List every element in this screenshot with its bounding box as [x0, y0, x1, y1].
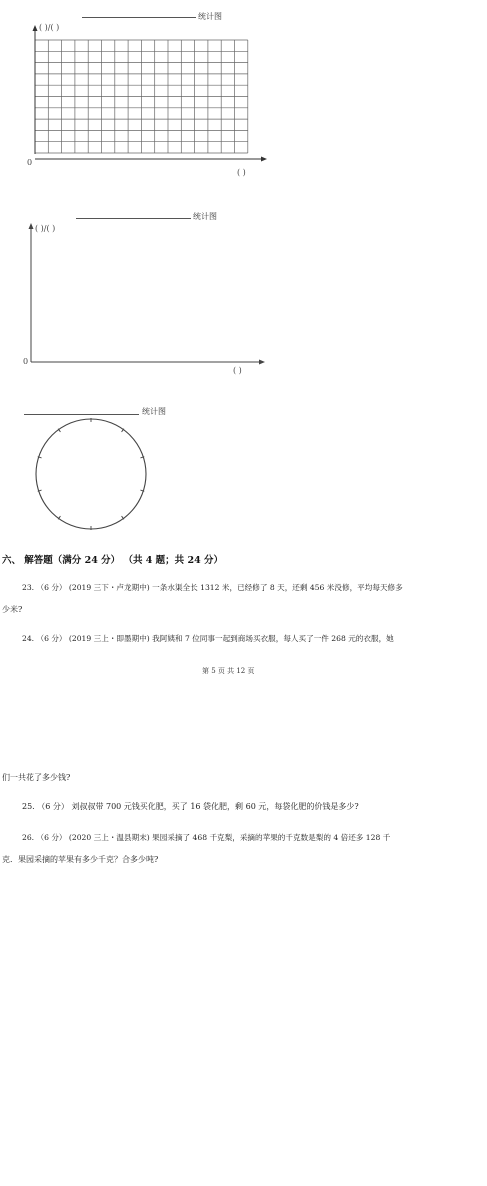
- chart1-title: 统计图: [198, 12, 222, 21]
- question-25: 25. （6 分） 刘叔叔带 700 元钱买化肥，买了 16 袋化肥，剩 60 元，每袋化肥的价钱是多少?: [22, 802, 359, 811]
- chart2-title: 统计图: [193, 212, 217, 221]
- chart3-title-blank: [24, 414, 139, 415]
- section-heading: 六、 解答题（满分 24 分） （共 4 题；共 24 分）: [2, 555, 224, 566]
- chart1-title-blank: [82, 17, 196, 18]
- chart2-x-label: ( ): [233, 366, 242, 375]
- chart2-axes: [26, 222, 266, 372]
- question-23-line1: 23. （6 分） (2019 三下・卢龙期中) 一条水渠全长 1312 米，已经修了 8 天，还剩 456 米没修，平均每天修多: [22, 583, 403, 592]
- page-footer: 第 5 页 共 12 页: [202, 667, 255, 675]
- chart3-circle: [32, 418, 152, 538]
- chart2-origin: 0: [23, 357, 29, 366]
- chart3-title: 统计图: [142, 407, 166, 416]
- question-26-line2: 克．果园采摘的苹果有多少千克？合多少吨?: [2, 855, 159, 864]
- question-24-line1: 24. （6 分） (2019 三上・即墨期中) 我阿姨和 7 位同事一起到商场买衣服，每人买了一件 268 元的衣服，她: [22, 634, 394, 643]
- chart2-title-blank: [76, 218, 191, 219]
- question-23-line2: 少米?: [2, 605, 23, 614]
- question-26-line1: 26. （6 分） (2020 三上・温县期末) 果园采摘了 468 千克梨，采摘的苹果的千克数是梨的 4 倍还多 128 千: [22, 833, 391, 842]
- chart1-grid: [30, 26, 270, 176]
- chart1-x-label: ( ): [237, 168, 246, 177]
- chart1-y-label: ( )/( ): [39, 23, 60, 32]
- chart1-origin: 0: [27, 158, 33, 167]
- chart2-y-label: ( )/( ): [35, 224, 56, 233]
- question-24-line2: 们一共花了多少钱?: [2, 773, 71, 782]
